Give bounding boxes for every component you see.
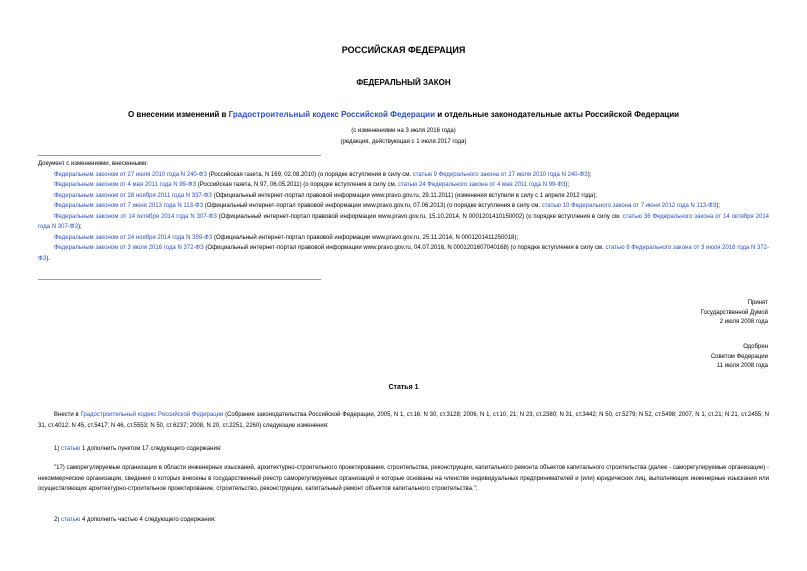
amending-law-link[interactable]: Федеральным законом от 3 июля 2016 года N 372-ФЗ <box>54 245 204 251</box>
article-item-2 <box>38 515 769 526</box>
item-text: ). <box>46 255 50 262</box>
item-text: (Российская газета, N 169, 02.08.2010) (о порядке вступления в силу см. <box>206 171 413 178</box>
approved-label: Одобрен <box>743 344 768 350</box>
approved-date: 11 июля 2008 года <box>716 363 768 369</box>
item-text: ); <box>77 224 82 230</box>
item-text: 4 дополнить частью 4 следующего содержания: <box>80 517 216 523</box>
adopted-label: Принят <box>747 300 768 306</box>
item-text: (Официальный интернет-портал правовой информации www.pravo.gov.ru, 25.11.2014, N 0001201411250018); <box>212 234 519 241</box>
edition-note: (редакция, действующая с 1 июля 2017 года) <box>340 139 467 145</box>
changes-intro: Документ с изменениями, внесенными: <box>38 161 149 167</box>
item-2-article-link[interactable]: статью <box>61 517 81 523</box>
item-text: 1 дополнить пунктом 17 следующего содержания: <box>80 446 222 452</box>
item-text: (Российская газета, N 97, 06.05.2011) (о порядке вступления в силу см. <box>196 182 399 188</box>
title-code-link[interactable]: Градостроительный кодекс Российской Федерации <box>228 110 436 119</box>
amending-law-link[interactable]: Федеральным законом от 4 мая 2011 года N 99-ФЗ <box>54 182 197 188</box>
item-number: 2) <box>54 517 62 523</box>
list-item <box>38 170 769 181</box>
approved-block <box>711 343 768 372</box>
list-item <box>38 191 769 202</box>
article-ref-link[interactable]: статью 24 Федерального закона от 4 мая 2011 года N 99-ФЗ <box>398 182 566 188</box>
amending-law-link[interactable]: Федеральным законом от 24 ноября 2014 года N 359-ФЗ <box>54 234 213 241</box>
item-text: ); <box>565 182 570 188</box>
list-item <box>38 233 769 244</box>
item-text: ); <box>587 171 592 178</box>
law-title-suffix: и отдельные законодательные акты Российской Федерации <box>435 110 680 119</box>
quote-text: "17) саморегулируемые организации в области инженерных изысканий, архитектурно-строительного проектирования, строительства, реконструкции, капитального ремонта объектов капитального строительства (далее - саморегулируемые организации) - некоммерческие организации, сведения о которых внесены в государственный реестр саморегулируемых организаций и которые основаны на членстве индивидуальных предпринимателей и (или) юридических лиц, выполняющих инженерные изыскания или осуществляющих архитектурно-строительное проектирование, строительство, реконструкцию, капитальный ремонт объектов капитального строительства."; <box>38 465 769 492</box>
changes-list <box>38 159 769 264</box>
adopted-date: 2 июля 2008 года <box>719 319 768 325</box>
country-heading: РОССИЙСКАЯ ФЕДЕРАЦИЯ <box>341 45 466 55</box>
intro-text: Внести в <box>54 412 81 418</box>
article-title: Статья 1 <box>388 384 419 391</box>
amending-law-link[interactable]: Федеральным законом от 28 ноября 2011 года N 337-ФЗ <box>54 192 212 199</box>
divider-bottom <box>38 279 321 280</box>
item-text: (Официальный интернет-портал правовой информации www.pravo.gov.ru, 15.10.2014, N 0001201410150002) (о порядке вступления в силу см. <box>216 213 623 220</box>
article-intro <box>38 410 769 431</box>
article-ref-link[interactable]: статью 9 Федерального закона от 3 июля 2016 года N 372-ФЗ <box>38 245 770 262</box>
intro-code-link[interactable]: Градостроительный кодекс Российской Федерации <box>80 412 224 418</box>
article-ref-link[interactable]: статью 9 Федерального закона от 27 июля 2010 года N 240-ФЗ <box>412 171 588 178</box>
item-text: (Официальный интернет-портал правовой информации www.pravo.gov.ru, 04.07.2016, N 0001201607040168) (о порядке вступления в силу см. <box>203 245 606 251</box>
adopted-block <box>701 299 768 328</box>
item-1-article-link[interactable]: статью <box>61 446 81 452</box>
list-item <box>38 180 769 191</box>
amending-law-link[interactable]: Федеральным законом от 27 июля 2010 года N 240-ФЗ <box>54 171 207 178</box>
approved-body: Советом Федерации <box>710 353 768 360</box>
amending-law-link[interactable]: Федеральным законом от 14 октября 2014 года N 307-ФЗ <box>54 213 217 220</box>
intro-text: (Собрание законодательства Российской Федерации, 2005, N 1, ст.16; N 30, ст.3128; 2006, N 1, ст.10, 21; N 23, ст.2380; N 31, ст.3442; N 50, ст.5279; N 52, ст.5498; 2007, N 1, ст.21; N 21, ст.2455; N 31, ст.4012; N 45, ст.5417; N 46, ст.5553; N 50, ст.6237; 2008, N 20, ст.2251, 2260) следующие изменения: <box>38 412 769 429</box>
law-title-prefix: О внесении изменений в <box>127 110 229 119</box>
article-item-1 <box>38 444 769 455</box>
law-title <box>20 110 787 119</box>
divider-top <box>38 155 321 156</box>
article-ref-link[interactable]: статью 36 Федерального закона от 14 октября 2014 года N 307-ФЗ <box>38 213 769 230</box>
article-ref-link[interactable]: статью 10 Федерального закона от 7 июня 2012 года N 113-ФЗ <box>541 203 717 209</box>
amending-law-link[interactable]: Федеральным законом от 7 июня 2013 года N 113-ФЗ <box>54 203 204 209</box>
adopted-body: Государственной Думой <box>700 309 768 316</box>
doc-type-heading: ФЕДЕРАЛЬНЫЙ ЗАКОН <box>356 78 451 87</box>
list-item <box>38 243 769 264</box>
item-text: (Официальный интернет-портал правовой информации www.pravo.gov.ru, 07.06.2013) (о порядке вступления в силу см. <box>203 203 542 209</box>
list-item <box>38 201 769 212</box>
item-text: (Официальный интернет-портал правовой информации www.pravo.gov.ru, 29.11.2011) (изменения вступили в силу с 1 апреля 2012 года); <box>211 192 598 199</box>
item-text: ); <box>716 203 720 209</box>
item-number: 1) <box>54 446 62 452</box>
changes-note: (с изменениями на 3 июля 2016 года) <box>351 128 456 134</box>
article-quote <box>38 463 769 495</box>
list-item <box>38 212 769 233</box>
